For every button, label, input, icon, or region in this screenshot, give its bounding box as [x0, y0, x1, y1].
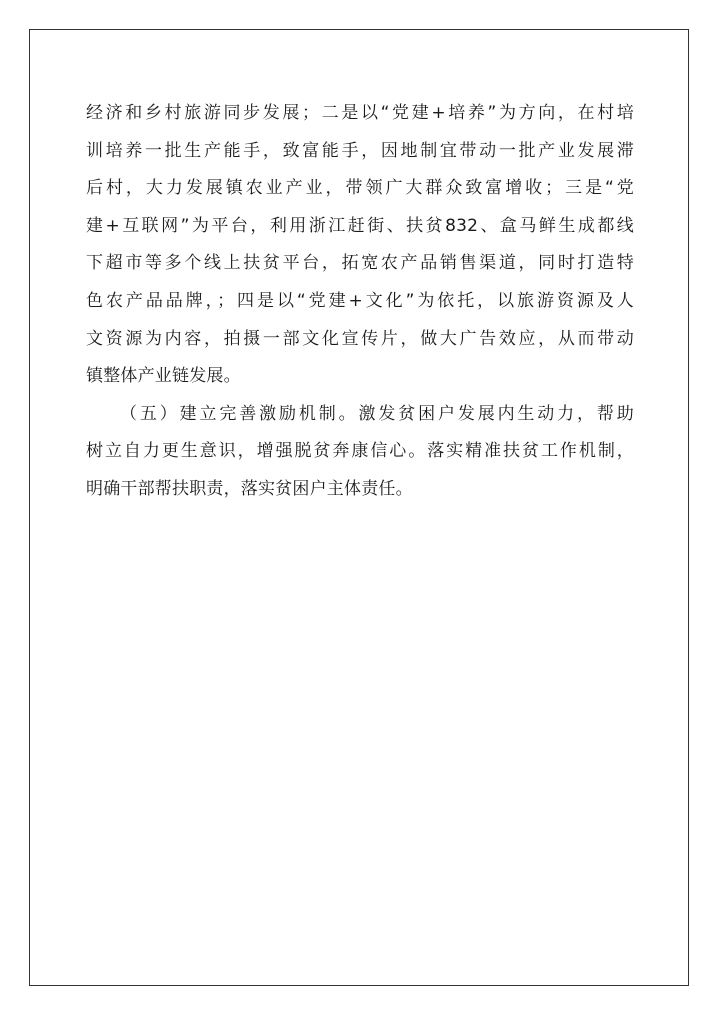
- text-line: 训培养一批生产能手，致富能手，因地制宜带动一批产业发展滞: [86, 140, 634, 161]
- text-line: 下超市等多个线上扶贫平台，拓宽农产品销售渠道，同时打造特: [86, 253, 634, 274]
- text-line: 后村，大力发展镇农业产业，带领广大群众致富增收；三是“党: [86, 178, 634, 199]
- document-body: [86, 95, 634, 509]
- text-line: 色农产品品牌，；四是以“党建+文化”为依托，以旅游资源及人: [86, 290, 634, 311]
- text-line: 经济和乡村旅游同步发展；二是以“党建+培养”为方向，在村培: [86, 103, 634, 123]
- text-line-paragraph-end: 镇整体产业链发展。: [86, 366, 241, 387]
- text-line-paragraph-end: 明确干部帮扶职责，落实贫困户主体责任。: [86, 478, 413, 499]
- text-line: 树立自力更生意识，增强脱贫奔康信心。落实精准扶贫工作机制，: [86, 441, 634, 462]
- text-line: 建+互联网”为平台，利用浙江赶街、扶贫832、盒马鲜生成都线: [86, 215, 634, 236]
- section-five-heading-line: （五）建立完善激励机制。激发贫困户发展内生动力，帮助: [120, 403, 634, 424]
- text-line: 文资源为内容，拍摄一部文化宣传片，做大广告效应，从而带动: [86, 328, 634, 349]
